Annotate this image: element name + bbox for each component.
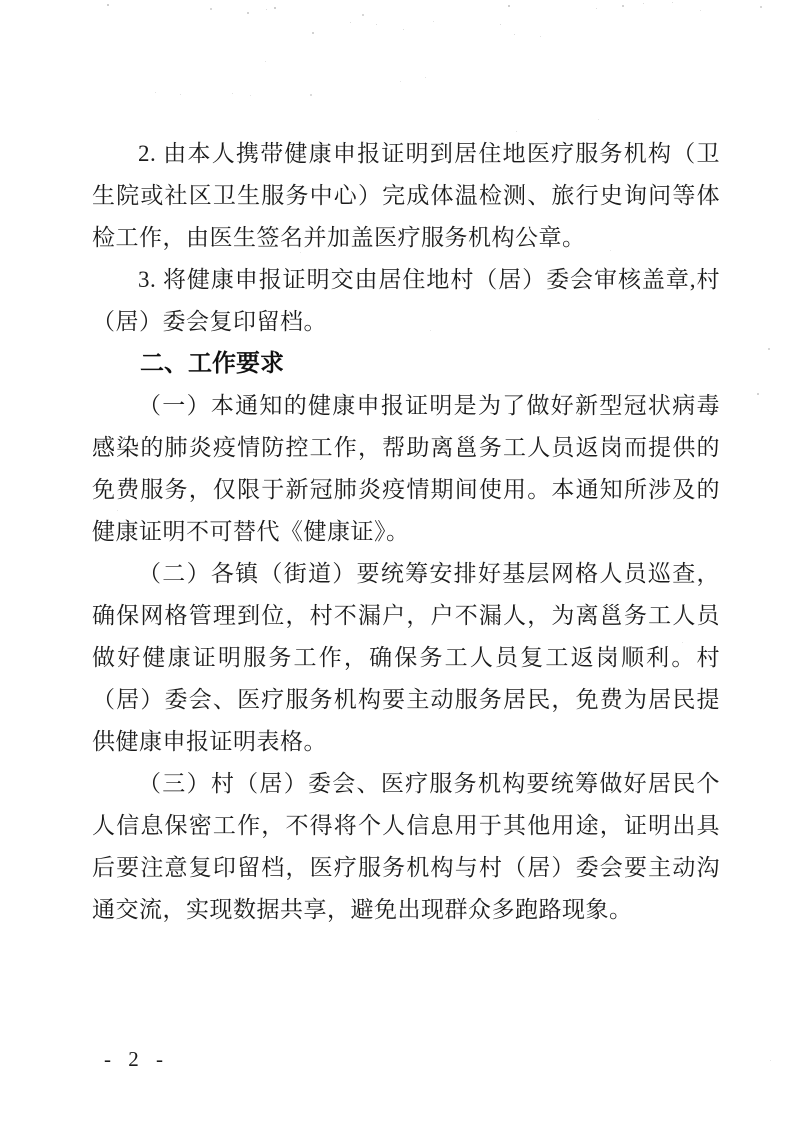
scan-speck xyxy=(768,348,770,350)
scan-speck xyxy=(274,7,276,9)
scan-speck xyxy=(500,24,501,25)
scan-speck xyxy=(247,12,249,14)
paragraph-item-2: 2. 由本人携带健康申报证明到居住地医疗服务机构（卫生院或社区卫生服务中心）完成体温检测、旅行史询问等体检工作，由医生签名并加盖医疗服务机构公章。 xyxy=(92,141,720,250)
scan-speck xyxy=(540,36,541,37)
scan-speck xyxy=(155,92,156,93)
scan-speck xyxy=(312,32,314,34)
scan-speck xyxy=(425,77,426,78)
scan-speck xyxy=(350,22,351,23)
scan-speck xyxy=(400,81,401,82)
scan-speck xyxy=(516,131,517,132)
scan-speck xyxy=(266,9,267,10)
scan-speck xyxy=(672,2,673,3)
scan-speck xyxy=(757,393,759,395)
scan-speck xyxy=(362,14,364,16)
paragraph-requirement-3: （三）村（居）委会、医疗服务机构要统筹做好居民个人信息保密工作，不得将个人信息用于其他用途，证明出具后要注意复印留档，医疗服务机构与村（居）委会要主动沟通交流，实现数据共享，避免出现群众多跑路现象。 xyxy=(92,771,720,922)
scan-speck xyxy=(596,8,597,9)
page-number: - 2 - xyxy=(104,1047,169,1071)
scan-speck xyxy=(250,95,251,96)
scan-speck xyxy=(107,4,109,6)
scan-speck xyxy=(403,29,404,30)
scan-speck xyxy=(376,24,377,25)
scan-speck xyxy=(232,93,233,94)
scan-speck xyxy=(210,8,212,10)
scan-speck xyxy=(433,21,434,22)
scan-speck xyxy=(622,5,624,7)
scan-speck xyxy=(508,5,510,7)
paragraph-item-3: 3. 将健康申报证明交由居住地村（居）委会审核盖章,村（居）委会复印留档。 xyxy=(92,267,720,334)
paragraph-requirement-2: （二）各镇（街道）要统筹安排好基层网格人员巡查，确保网格管理到位，村不漏户，户不漏人，为离邕务工人员做好健康证明服务工作，确保务工人员复工返岗顺利。村（居）委会、医疗服务机构要主动服务居民，免费为居民提供健康申报证明表格。 xyxy=(92,561,720,754)
scan-speck xyxy=(700,10,701,11)
scan-speck xyxy=(760,6,762,8)
section-heading-work-requirements: 二、工作要求 xyxy=(140,350,284,377)
paragraph-requirement-1: （一）本通知的健康申报证明是为了做好新型冠状病毒感染的肺炎疫情防控工作，帮助离邕务工人员返岗而提供的免费服务，仅限于新冠肺炎疫情期间使用。本通知所涉及的健康证明不可替代《健康证》。 xyxy=(92,393,720,544)
scan-speck xyxy=(180,94,181,95)
scan-speck xyxy=(598,119,599,120)
document-body xyxy=(92,133,720,931)
scan-speck xyxy=(265,61,266,62)
scan-speck xyxy=(770,1060,771,1061)
scan-speck xyxy=(514,34,515,35)
scan-speck xyxy=(310,94,312,96)
scan-speck xyxy=(643,3,644,4)
